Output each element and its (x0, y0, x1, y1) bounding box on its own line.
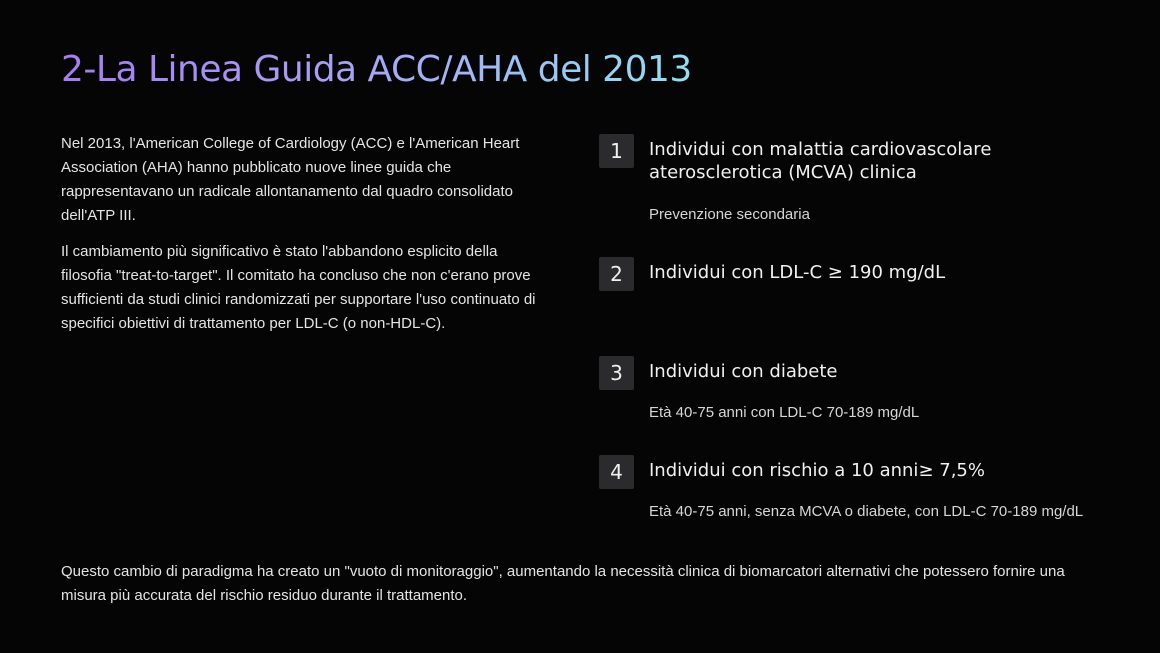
criterion-detail: Età 40-75 anni con LDL-C 70-189 mg/dL (649, 404, 920, 421)
criterion-number-badge: 1 (599, 134, 634, 168)
criterion-heading: Individui con diabete (649, 361, 838, 382)
intro-paragraph-2: Il cambiamento più significativo è stato l'abbandono esplicito della filosofia "treat-to-target". Il comitato ha concluso che non c'erano prove sufficienti da studi clinici randomizzati per supportare l'uso continuato di specifici obiettivi di trattamento per LDL-C (o non-HDL-C). (61, 243, 536, 332)
criterion-number-badge: 2 (599, 257, 634, 291)
criterion-heading: Individui con LDL-C ≥ 190 mg/dL (649, 262, 946, 283)
footer-text: Questo cambio di paradigma ha creato un "vuoto di monitoraggio", aumentando la necessità clinica di biomarcatori alternativi che potessero fornire una misura più accurata del rischio residuo durante il trattamento. (61, 563, 1065, 604)
criterion-heading: Individui con malattia cardiovascolare aterosclerotica (MCVA) clinica (649, 139, 992, 183)
slide-title: 2-La Linea Guida ACC/AHA del 2013 (61, 46, 692, 94)
criterion-detail: Prevenzione secondaria (649, 206, 810, 223)
criterion-number-badge: 3 (599, 356, 634, 390)
criterion-heading: Individui con rischio a 10 anni≥ 7,5% (649, 460, 985, 481)
criterion-detail: Età 40-75 anni, senza MCVA o diabete, con LDL-C 70-189 mg/dL (649, 503, 1084, 520)
intro-text (61, 132, 551, 348)
intro-paragraph-1: Nel 2013, l'American College of Cardiology (ACC) e l'American Heart Association (AHA) hanno pubblicato nuove linee guida che rappresentavano un radicale allontanamento dal quadro consolidato dell'ATP III. (61, 135, 520, 224)
criterion-number-badge: 4 (599, 455, 634, 489)
